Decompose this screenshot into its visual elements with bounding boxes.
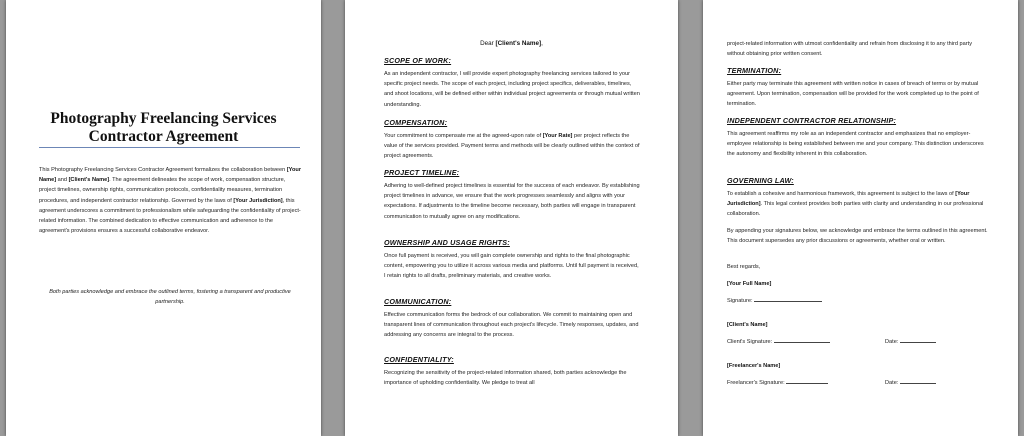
regards-text: Best regards, <box>727 264 761 270</box>
title-line-1: Photography Freelancing Services <box>50 110 277 127</box>
appending-paragraph: By appending your signatures below, we acknowledge and embrace the terms outlined in this agreement. This document supersedes any prior discussions or agreements, whether oral or written. <box>727 228 988 245</box>
jurisdiction-placeholder: [Your Jurisdiction] <box>727 191 970 208</box>
intro-text: This Photography Freelancing Services Contractor Agreement formalizes the collaboration between <box>39 167 287 173</box>
freelancer-signature-label: Freelancer's Signature: <box>727 380 785 386</box>
document-page-1 <box>6 0 321 436</box>
section-body: Effective communication forms the bedrock of our collaboration. We commit to maintaining open and transparent lines of communication throughout each project's lifecycle. Timely responses, updates, and addressing any concerns are integral to the process. <box>384 312 639 339</box>
greeting-client-name: [Client's Name] <box>495 40 542 47</box>
freelancer-signature-line <box>727 378 828 386</box>
client-date-line <box>885 337 936 345</box>
section-heading: TERMINATION: <box>727 66 782 75</box>
your-name-placeholder: [Your Name] <box>39 167 302 184</box>
section-body: Once full payment is received, you will gain complete ownership and rights to the final photographic content, empowering you to utilize it across various media and platforms. Until full payment is received, I retain rights to all drafts, preliminary materials, and creative works. <box>384 253 639 280</box>
rate-placeholder: [Your Rate] <box>542 133 573 139</box>
section-body: Recognizing the sensitivity of the project-related information shared, both parties acknowledge the importance of upholding confidentiality. We pledge to treat all <box>384 370 627 387</box>
date-label: Date: <box>885 339 899 345</box>
section-heading: COMMUNICATION: <box>384 297 452 306</box>
intro-paragraph <box>39 165 301 236</box>
your-full-name: [Your Full Name] <box>727 281 772 287</box>
intro-text: . The agreement delineates the scope of work, compensation structure, project timelines, ownership rights, communication protocols, confidentiality measures, termination procedures, and independent contractor relationship. Governed by the laws of <box>39 177 286 204</box>
document-title <box>20 110 307 146</box>
section-ownership-usage <box>384 238 641 282</box>
intro-text: and <box>56 177 69 184</box>
freelancer-date-line <box>885 378 936 386</box>
section-text: To establish a cohesive and harmonious framework, this agreement is subject to the laws of <box>727 191 956 197</box>
section-project-timeline <box>384 168 641 222</box>
document-page-2 <box>345 0 678 436</box>
freelancers-name-label: [Freelancer's Name] <box>727 363 781 369</box>
section-body: As an independent contractor, I will provide expert photography freelancing services tailored to your specific project needs. The scope of each project, including project specifics, deliverables, timelines, and shoot locations, will be defined either within individual project agreements or through mutual written understanding. <box>384 71 640 108</box>
section-independent-contractor <box>727 116 989 160</box>
section-heading: PROJECT TIMELINE: <box>384 168 460 177</box>
section-heading: INDEPENDENT CONTRACTOR RELATIONSHIP: <box>727 116 897 125</box>
section-confidentiality <box>384 355 641 388</box>
jurisdiction-placeholder: [Your Jurisdiction] <box>233 197 283 204</box>
section-termination <box>727 66 989 110</box>
greeting-prefix: Dear <box>480 40 496 47</box>
clients-name-placeholder: [Client's Name] <box>68 177 110 184</box>
signature-blank <box>774 337 830 343</box>
section-heading: SCOPE OF WORK: <box>384 56 452 65</box>
section-heading: OWNERSHIP AND USAGE RIGHTS: <box>384 238 510 247</box>
title-line-2: Contractor Agreement <box>88 128 239 145</box>
client-signature-line <box>727 337 830 345</box>
signature-blank <box>754 296 822 302</box>
intro-text: , this agreement underscores a commitment to professionalism while safeguarding the confidentiality of project-related information. The combined dedication to effective communication and adherence to the agreement's provisions ensures a successful collaborative endeavor. <box>39 197 301 235</box>
section-body: Adhering to well-defined project timelines is essential for the success of each endeavor. By establishing project timelines in advance, we ensure that the work progresses seamlessly and aligns with your expectations. If adjustments to the timeline become necessary, both parties will engage in transparent communication to mutually agree on any modifications. <box>384 183 640 220</box>
section-text: . This legal context provides both parties with clarity and understanding in our professional collaboration. <box>727 201 984 218</box>
section-heading: COMPENSATION: <box>384 118 448 127</box>
clients-name-label: [Client's Name] <box>727 322 768 328</box>
section-text: Your commitment to compensate me at the agreed-upon rate of <box>384 133 543 139</box>
signature-blank <box>786 378 828 384</box>
section-body <box>727 189 989 220</box>
section-heading: CONFIDENTIALITY: <box>384 355 454 364</box>
title-divider <box>39 147 300 148</box>
section-communication <box>384 297 641 341</box>
your-signature-line <box>727 296 822 304</box>
section-body: Either party may terminate this agreement with written notice in cases of breach of terms or by mutual agreement. Upon termination, compensation will be provided for the work completed up to the point of termination. <box>727 81 979 108</box>
date-label: Date: <box>885 380 899 386</box>
section-body: This agreement reaffirms my role as an independent contractor and emphasizes that no employer-employee relationship is being established between me and your company. This distinction underscores the autonomy and flexibility inherent in this collaboration. <box>727 131 984 158</box>
signature-label: Signature: <box>727 298 753 304</box>
greeting-suffix: , <box>541 40 543 47</box>
section-governing-law <box>727 176 989 220</box>
closing-statement: Both parties acknowledge and embrace the outlined terms, fostering a transparent and productive partnership. <box>49 289 291 305</box>
section-text: per project reflects the value of the services provided. Payment terms and methods will be clearly outlined within the context of project agreements. <box>384 133 640 160</box>
date-blank <box>900 378 936 384</box>
date-blank <box>900 337 936 343</box>
client-signature-label: Client's Signature: <box>727 339 773 345</box>
greeting <box>345 40 678 47</box>
confidentiality-continuation: project-related information with utmost confidentiality and refrain from disclosing it to any third party without obtaining prior written consent. <box>727 41 972 58</box>
section-body <box>384 131 641 162</box>
section-compensation <box>384 118 641 162</box>
section-scope-of-work <box>384 56 641 110</box>
document-page-3 <box>703 0 1018 436</box>
section-heading: GOVERNING LAW: <box>727 176 794 185</box>
